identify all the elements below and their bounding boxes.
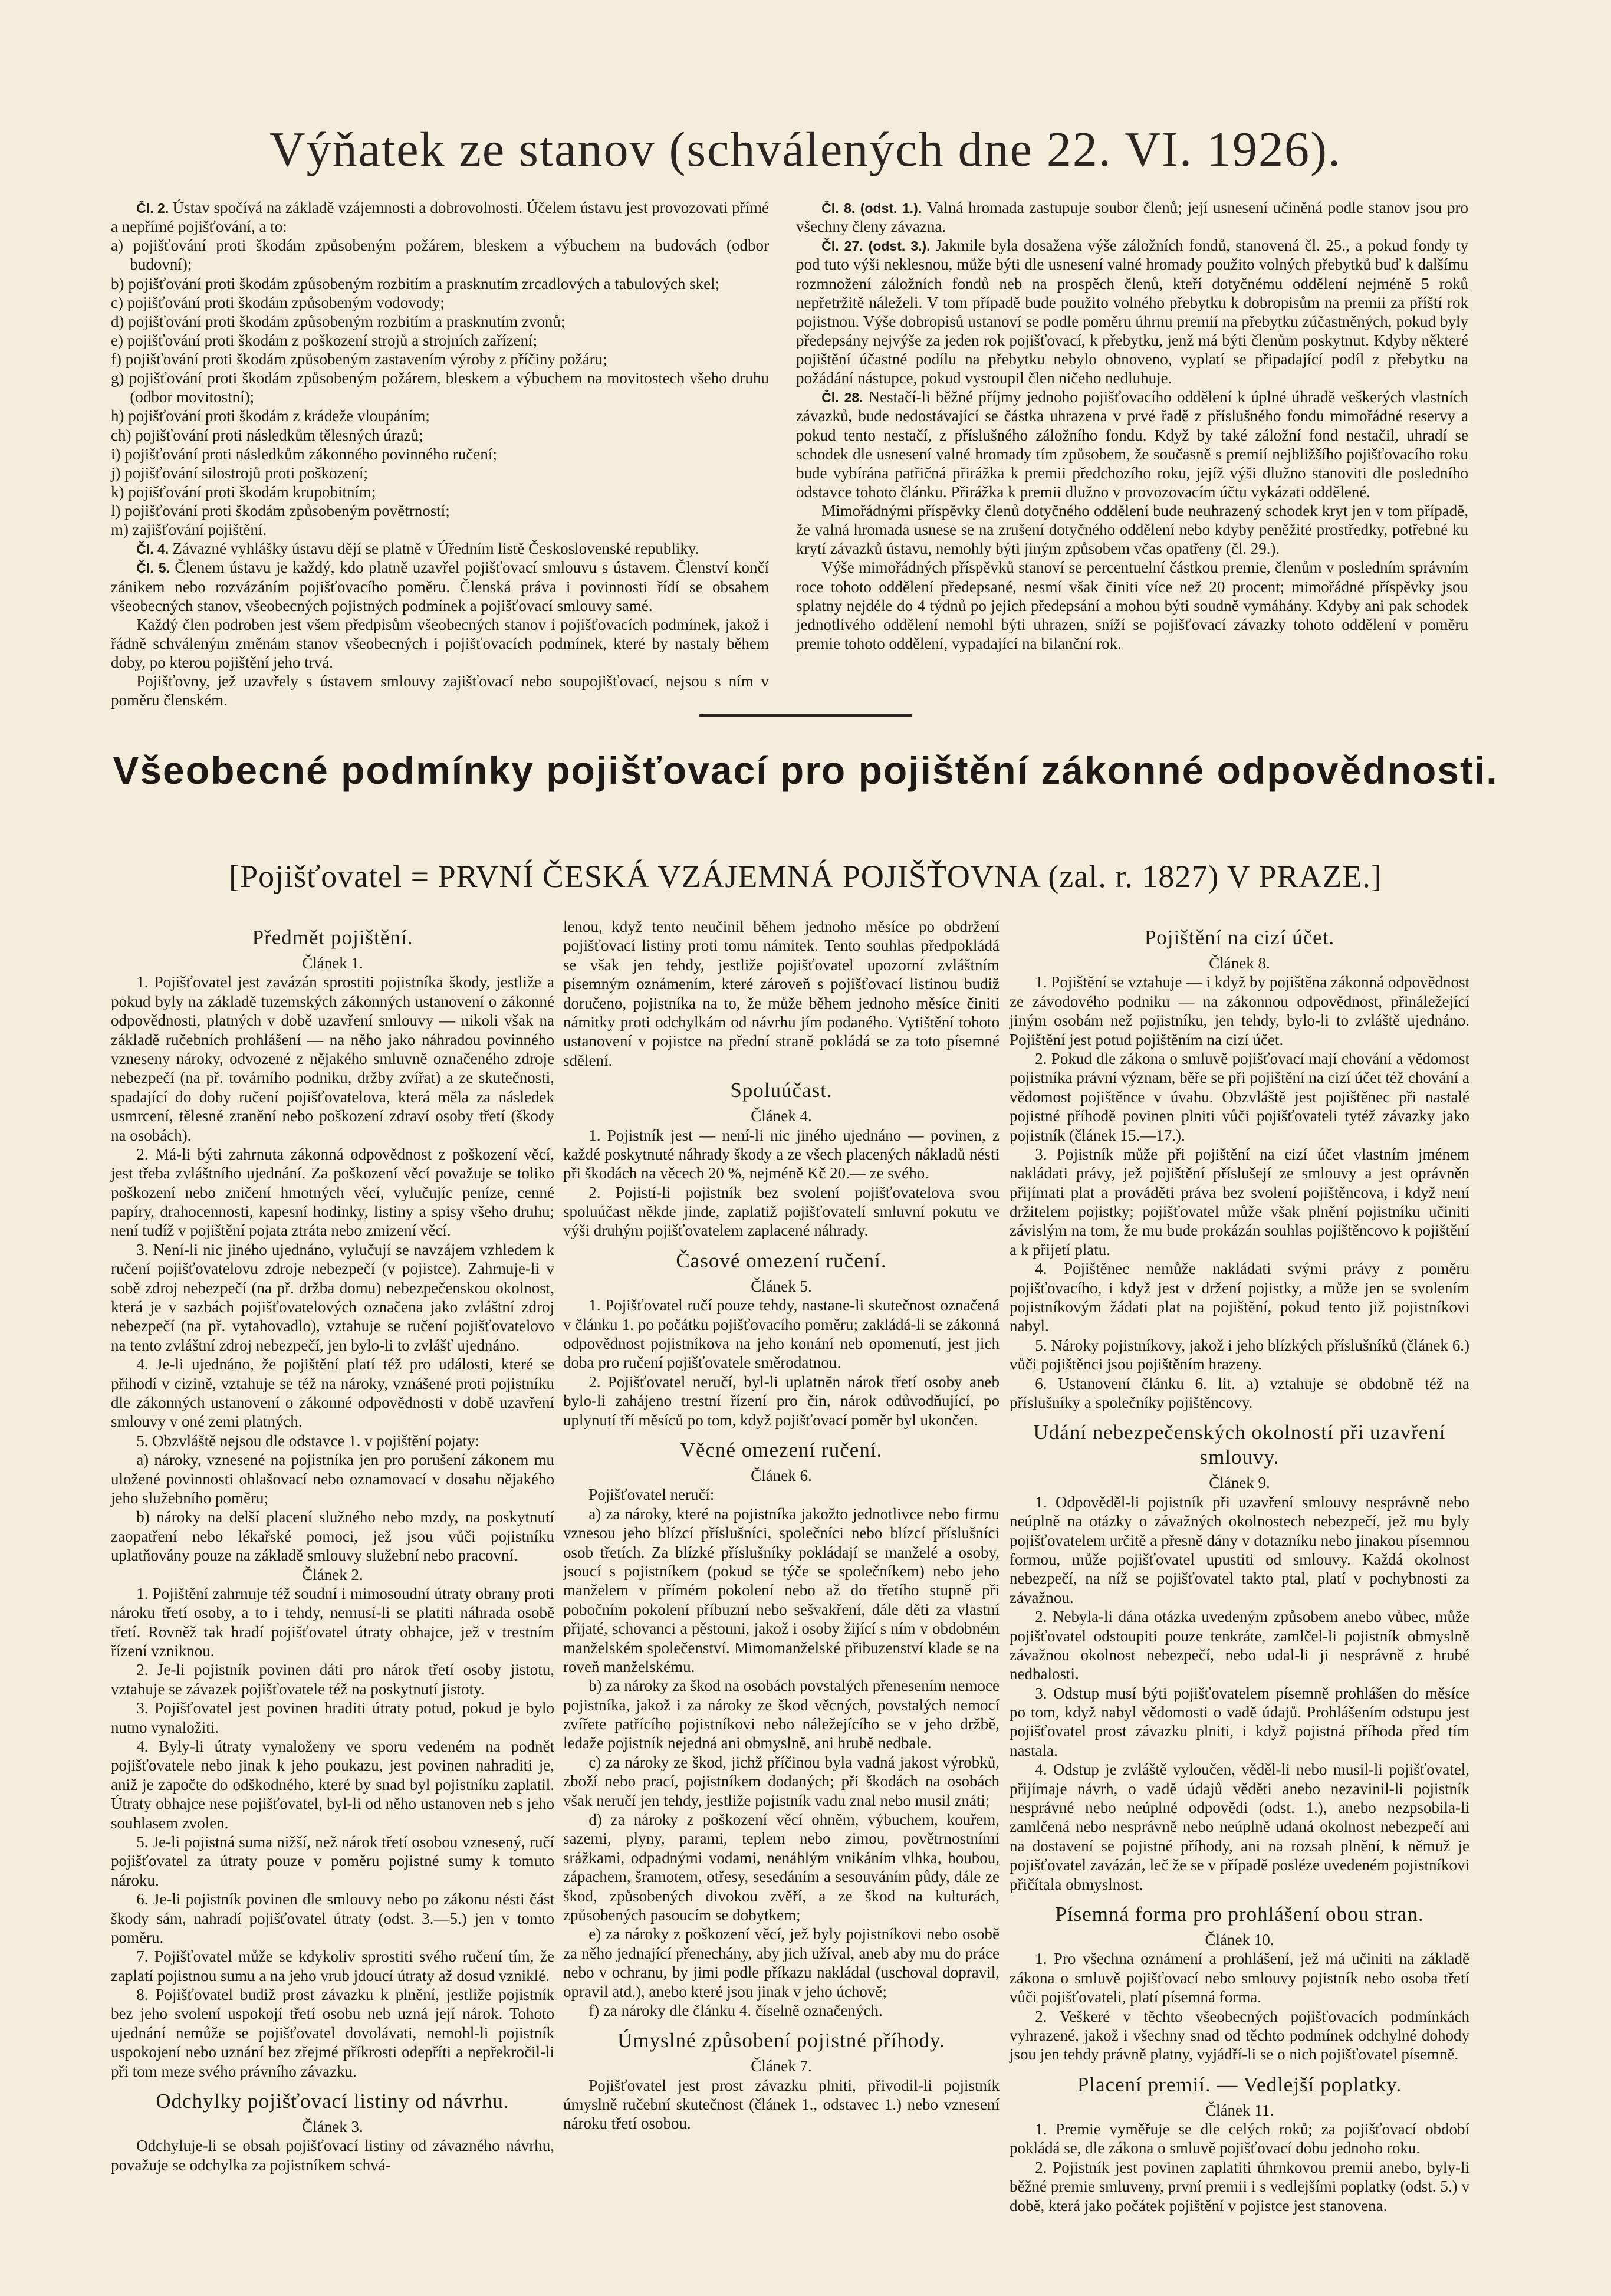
article-number: Čl. 5. (136, 560, 175, 576)
section-heading: Placení premií. — Vedlejší poplatky. (1077, 2072, 1402, 2096)
article-heading: Článek 4. (751, 1107, 812, 1125)
stanovy-paragraph: d) pojišťování proti škodám způsobeným rozbitím a prasknutím zvonů; (111, 312, 566, 330)
stanovy-paragraph: c) pojišťování proti škodám způsobeným vodovody; (111, 293, 445, 311)
stanovy-paragraph: Čl. 28. Nestačí-li běžné příjmy jednoho pojišťovacího oddělení k úplné úhradě veškerých vlastních závazků, bude nedostávající se částka uhrazena v prvé řadě z příslušného fondu mimořádné reservy a pokud tento nestačí, z příslušného záložního fondu. Když by také záložní fond nestačil, uhradí se schodek dle usnesení valné hromady tím způsobem, že současně s premií nejbližšího pojišťovacího roku bude vybírána patřičná přirážka k premii předchozího roku, jejíž výši dlužno stanoviti dle posledního odstavce tohoto článku. Přirážka k premii dlužno v provozovacím účtu vykázati oddělené. (796, 388, 1468, 501)
paragraph: 2. Veškeré v těchto všeobecných pojišťovacích podmínkách vyhrazené, jakož i všechny snad od těchto podmínek odchylné dohody jsou jen tehdy právně platny, vyjádří-li se o nich pojišťovatel písemně. (1010, 2007, 1469, 2064)
paragraph: 3. Odstup musí býti pojišťovatelem písemně prohlášen do měsíce po tom, když nabyl vědomosti o vadě údajů. Prohlášením odstupu jest pojišťovatel prost závazku plniti, i když pojistná příhoda před tím nastala. (1010, 1684, 1469, 1759)
paragraph: 5. Obzvláště nejsou dle odstavce 1. v pojištění pojaty: (136, 1431, 480, 1450)
paragraph: 1. Pojišťovatel jest zavázán sprostiti pojistníka škody, jestliže a pokud byly na základě tuzemských zákonných ustanovení o zákonné odpovědnosti, platných v době uzavření smlouvy — nikoli však na základě ručebních prohlášení — na něho jako náhradou povinného vzneseny nároky, odvozené z nějakého smluvně označeného zdroje nebezpečí (na př. továrního podniku, držby zvířat) a ze skutečnosti, spadající do doby ručení pojišťovatelova, která měla za následek usmrcení, tělesné zranění nebo poškození zdraví osoby třetí (škody na osobách). (111, 973, 554, 1144)
article-heading: Článek 3. (302, 2118, 363, 2136)
paragraph: 8. Pojišťovatel budiž prost závazku k plnění, jestliže pojistník bez jeho svolení uspokojí třetí osobu neb uzná její nárok. Tohoto ujednání nemůže se pojišťovatel dovolávati, nemohl-li pojistník uspokojení nebo uznání bez zřejmé příkrosti odepříti a nepřekročil-li při tom meze svého právního závazku. (111, 1986, 554, 2080)
paragraph: Pojišťovatel jest prost závazku plniti, přivodil-li pojistník úmyslně ručební skutečnost (článek 1., odstavec 1.) nebo vznesení nároku třetí osobou. (563, 2076, 1000, 2133)
article-heading: Článek 2. (302, 1565, 363, 1584)
stanovy-paragraph: f) pojišťování proti škodám způsobeným zastavením výroby z příčiny požáru; (111, 350, 607, 368)
paragraph: 7. Pojišťovatel může se kdykoliv sprostiti svého ručení tím, že zaplatí pojistnou sumu a na jeho vrub jdoucí útraty až dosud vzniklé. (111, 1947, 554, 1985)
stanovy-paragraph: l) pojišťování proti škodám způsobeným povětrností; (111, 502, 450, 520)
conditions-column-1 (111, 917, 554, 2175)
paragraph: 5. Nároky pojistníkovy, jakož i jeho blízkých příslušníků (článek 6.) vůči pojištěnci jsou pojištěním hrazeny. (1010, 1336, 1469, 1374)
section-heading: Úmyslné způsobení pojistné příhody. (617, 2029, 945, 2052)
section-heading: Odchylky pojišťovací listiny od návrhu. (156, 2090, 509, 2113)
paragraph: 1. Pro všechna oznámení a prohlášení, jež má učiniti na základě zákona o smluvě pojišťovací nebo smlouvy pojistník nebo osoba třetí vůči pojišťovateli, platí písemná forma. (1010, 1950, 1469, 2006)
stanovy-left-column (111, 198, 769, 710)
paragraph: 2. Je-li pojistník povinen dáti pro nárok třetí osoby jistotu, vztahuje se závazek pojišťovatele též na poskytnutí jistoty. (111, 1661, 554, 1698)
stanovy-paragraph: h) pojišťování proti škodám z krádeže vloupáním; (111, 407, 430, 425)
stanovy-paragraph: Čl. 5. Členem ústavu je každý, kdo platně uzavřel pojišťovací smlouvu s ústavem. Členství končí zánikem nebo rozvázáním pojišťovacího poměru. Členská práva i povinnosti řídí se obsahem všeobecných stanov, všeobecných pojistných podmínek a pojišťovací smlouvy samé. (111, 559, 769, 615)
paragraph: 4. Pojištěnec nemůže nakládati svými právy z poměru pojišťovacího, i když jest v držení pojistky, a může jen se svolením pojistníkovým žádati plat na pojištění, pokud tento již pojistníkovi nabyl. (1010, 1260, 1469, 1335)
paragraph: d) za nároky z poškození věcí ohněm, výbuchem, kouřem, sazemi, plyny, parami, teplem nebo zimou, povětrnostními srážkami, odpadnými vodami, nenáhlým vnikáním vlhka, houbou, zápachem, šramotem, otřesy, sesedáním a sesouváním půdy, dále ze škod, způsobených divokou zvěří, a ze škod na kulturách, způsobených pasoucím se dobytkem; (563, 1811, 1000, 1924)
paragraph: b) za nároky za škod na osobách povstalých přenesením nemoce pojistníka, jakož i za nároky ze škod věcných, povstalých nemocí zvířete patřícího pojistníkovi nebo náležejícího se v jeho držbě, ledaže pojistník nejedná ani obmyslně, ani hrubě nedbale. (563, 1677, 1000, 1752)
paragraph: 3. Není-li nic jiného ujednáno, vylučují se navzájem vzhledem k ručení pojišťovatelovu zdroje nebezpečí (v pojistce). Zahrnuje-li v sobě zdroj nebezpečí (na př. držba domu) nebezpečenskou okolnost, která je v sazbách pojišťovatelových označena jako zvláštní zdroj nebezpečí (na př. vytahovadlo), vztahuje se ručení pojišťovatelovo na tento zvláštní zdroj nebezpečí, jen bylo-li to zvlášť ujednáno. (111, 1240, 554, 1354)
paragraph: a) nároky, vznesené na pojistníka jen pro porušení zákonem mu uložené povinnosti ohlašovací nebo oznamovací v dosahu nějakého jeho služebního poměru; (111, 1451, 554, 1507)
paragraph: Pojišťovatel neručí: (588, 1486, 715, 1504)
article-heading: Článek 6. (751, 1466, 812, 1484)
stanovy-paragraph: k) pojišťování proti škodám krupobitním; (111, 482, 376, 501)
section-heading: Časové omezení ručení. (676, 1249, 887, 1272)
paragraph: 2. Pojistník jest povinen zaplatiti úhrnkovou premii anebo, byly-li běžné premie smluveny, první premii i s vedlejšími poplatky (odst. 5.) v době, která jako počátek pojištění v pojistce jest stanovena. (1010, 2158, 1469, 2215)
article-number: Čl. 4. (136, 541, 173, 557)
stanovy-paragraph: m) zajišťování pojištění. (111, 521, 267, 539)
stanovy-paragraph: e) pojišťování proti škodám z poškození strojů a strojních zařízení; (111, 331, 538, 349)
article-number: Čl. 2. (136, 201, 173, 216)
paragraph: 3. Pojistník může při pojištění na cizí účet vlastním jménem nakládati právy, jež pojištění příslušejí ze smlouvy a jest oprávněn přijímati plat a prováděti práva bez svolení pojištěncova, i když není držitelem pojistky; pojišťovatel může však plnění pojistníku učiniti závislým na tom, že mu bude prokázán souhlas pojištěncovo k pojištění a k přijetí platu. (1010, 1145, 1469, 1259)
paragraph: 2. Má-li býti zahrnuta zákonná odpovědnost z poškození věcí, jest třeba zvláštního ujednání. Za poškození věcí považuje se toliko poškození nebo zničení hmotných věcí, vylučujíc peníze, cenné papíry, drahocennosti, kapesní hodinky, listiny a spisy všeho druhu; není tudíž v pojištění pojata ztráta nebo zmizení věcí. (111, 1145, 554, 1240)
paragraph: b) nároky na delší placení služného nebo mzdy, na poskytnutí zaopatření nebo lékařské pomoci, jež jsou vůči pojistníku uplatňovány pouze na základě smlouvy služební nebo pracovní. (111, 1508, 554, 1565)
paragraph: 2. Pojišťovatel neručí, byl-li uplatněn nárok třetí osoby aneb bylo-li zahájeno trestní řízení pro čin, nárok odůvodňující, po uplynutí tří měsíců po tom, když pojišťovací poměr byl ukončen. (563, 1372, 1000, 1429)
paragraph: 4. Byly-li útraty vynaloženy ve sporu vedeném na podnět pojišťovatele nebo jinak k jeho poukazu, jest povinen nahraditi je, aniž je započte do odškodného, které by snad byl pojistníku zaplatil. Útraty obhajce nese pojišťovatel, byl-li od něho ustanoven neb s jeho souhlasem zvolen. (111, 1737, 554, 1832)
paragraph: Odchyluje-li se obsah pojišťovací listiny od závazného návrhu, považuje se odchylka za pojistníkem schvá- (111, 2137, 554, 2174)
stanovy-paragraph: Pojišťovny, jež uzavřely s ústavem smlouvy zajišťovací nebo soupojišťovací, nejsou s ním v poměru členském. (111, 672, 769, 710)
conditions-heading: Všeobecné podmínky pojišťovací pro pojištění zákonné odpovědnosti. (113, 748, 1498, 792)
article-heading: Článek 7. (751, 2057, 812, 2075)
paragraph: 2. Pojistí-li pojistník bez svolení pojišťovatelova svou spoluúčast někde jinde, zaplatiž pojišťovatelí smluvní pokutu ve výši druhým pojišťovatelem zaplacené náhrady. (563, 1183, 1000, 1240)
stanovy-paragraph: a) pojišťování proti škodám způsobeným požárem, bleskem a výbuchem na budovách (odbor budovní); (111, 237, 769, 274)
article-heading: Článek 10. (1205, 1930, 1274, 1949)
article-number: Čl. 8. (odst. 1.). (821, 201, 927, 216)
stanovy-paragraph: Čl. 8. (odst. 1.). Valná hromada zastupuje soubor členů; její usnesení učiněná podle stanov jsou pro všechny členy závazna. (796, 199, 1468, 236)
section-heading: Věcné omezení ručení. (680, 1438, 883, 1461)
paragraph: 4. Odstup je zvláště vyloučen, věděl-li nebo musil-li pojišťovatel, přijímaje návrh, o vadě údajů věděti anebo nezavinil-li pojistník nesprávné nebo neúplné odpovědi (odst. 1.), anebo nezpsobila-li zamlčená nebo nesprávně nebo neúplně udaná okolnost nebezpečí ani na dostavení se pojistné příhody, ani na rozsah plnění, k němuž je pojišťovatel zavázán, leč že se v případě posléze uvedeném pojistníkovi přičítala obmyslnost. (1010, 1760, 1469, 1893)
page-title: Výňatek ze stanov (schválených dne 22. VI. 1926). (269, 122, 1342, 177)
paragraph: 1. Premie vyměřuje se dle celých roků; za pojišťovací období pokládá se, dle zákona o smluvě pojišťovací dobu jednoho roku. (1010, 2120, 1469, 2157)
insurer-line: [Pojišťovatel = PRVNÍ ČESKÁ VZÁJEMNÁ POJIŠŤOVNA (zal. r. 1827) V PRAZE.] (229, 859, 1382, 894)
article-heading: Článek 11. (1205, 2101, 1274, 2119)
article-number: Čl. 28. (821, 390, 869, 406)
stanovy-paragraph: j) pojišťování silostrojů proti poškození; (111, 464, 369, 482)
article-heading: Článek 5. (751, 1277, 812, 1295)
paragraph: 3. Pojišťovatel jest povinen hraditi útraty potud, pokud je bylo nutno vynaložiti. (111, 1699, 554, 1736)
paragraph: a) za nároky, které na pojistníka jakožto jednotlivce nebo firmu vznesou jeho blízcí příslušníci, společníci nebo blízcí příslušníci osob třetích. Za blízké příslušníky pokládají se manželé a osoby, jsoucí s pojistníkem (pokud se týče se společníkem) nebo jeho manželem v přímém pokolení nebo až do třetího stupně při pobočním pokolení příbuzní nebo sešvakření, dále děti za vlastní přijaté, schovanci a pěstouni, jakož i osoby žijící s ním v obdobném manželském společenství. Mimomanželské přibuzenství klade se na roveň manželskému. (563, 1505, 1000, 1676)
paragraph: c) za nároky ze škod, jichž příčinou byla vadná jakost výrobků, zboží nebo prací, pojistníkem dodaných; při škodách na osobách však neručí jen tehdy, jestliže pojistník vadu znal nebo musil znáti; (563, 1753, 1000, 1809)
section-heading: Pojištění na cizí účet. (1144, 926, 1335, 949)
article-heading: Článek 8. (1209, 954, 1270, 972)
stanovy-paragraph: Mimořádnými příspěvky členů dotyčného oddělení bude neuhrazený schodek kryt jen v tom případě, že valná hromada usnese se na zrušení dotyčného oddělení nebo kdyby peněžité prostředky, potřebné ku krytí závazků ústavu, nemohly býti jiným způsobem včas opatřeny (čl. 29.). (796, 502, 1468, 558)
stanovy-paragraph: Každý člen podroben jest všem předpisům všeobecných stanov i pojišťovacích podmínek, jakož i řádně schváleným změnám stanov všeobecných i pojišťovacích podmínek, které by nastaly během doby, po kterou pojištění jeho trvá. (111, 615, 769, 671)
paragraph: 5. Je-li pojistná suma nižší, než nárok třetí osobou vznesený, ručí pojišťovatel za útraty pouze v poměru pojistné sumy k tomuto nároku. (111, 1832, 554, 1889)
conditions-column-2 (563, 917, 1000, 2133)
stanovy-paragraph: b) pojišťování proti škodám způsobeným rozbitím a prasknutím zrcadlových a tabulových skel; (111, 274, 720, 293)
section-heading: Udání nebezpečenských okolností při uzavření smlouvy. (1033, 1421, 1446, 1469)
section-divider (699, 714, 912, 717)
paragraph: e) za nároky z poškození věcí, jež byly pojistníkovi nebo osobě za něho jednající přenechány, aby jich užíval, aneb aby mu do práce nebo v ochranu, by jimi podle příkazu nakládal (uschoval dopravil, opravil atd.), anebo které jsou jinak v jeho úchově; (563, 1925, 1000, 2001)
stanovy-paragraph: Čl. 2. Ústav spočívá na základě vzájemnosti a dobrovolnosti. Účelem ústavu jest provozovati přímé a nepřímé pojišťování, a to: (111, 199, 769, 236)
paragraph: 1. Odpověděl-li pojistník při uzavření smlouvy nesprávně nebo neúplně na otázky o závažných okolnostech nebezpečí, jež mu byly pojišťovatelem určitě a přesně dány v dotazníku nebo jinakou písemnou formou, může pojišťovatel upustiti od smlouvy. Každá okolnost nebezpečí, na níž se pojišťovatel takto ptal, platí v pochybnosti za závažnou. (1010, 1493, 1469, 1607)
article-number: Čl. 27. (odst. 3.). (821, 238, 936, 254)
conditions-column-3 (1010, 917, 1469, 2215)
article-heading: Článek 1. (302, 954, 363, 972)
stanovy-paragraph: ch) pojišťování proti následkům tělesných úrazů; (111, 426, 423, 444)
article-heading: Článek 9. (1209, 1474, 1270, 1492)
paragraph: f) za nároky dle článku 4. číselně označených. (588, 2001, 883, 2019)
paragraph: 1. Pojištění zahrnuje též soudní i mimosoudní útraty obrany proti nároku třetí osoby, a to i tehdy, nemusí-li se platiti náhrada osobě třetí. Rovněž tak hradí pojišťovatel útraty obhajce, jež v trestním řízení vzniknou. (111, 1584, 554, 1660)
section-heading: Předmět pojištění. (252, 926, 413, 949)
paragraph: 6. Je-li pojistník povinen dle smlouvy nebo po zákonu nésti část škody sám, nahradí pojišťovatel útraty (odst. 3.—5.) jen v tomto poměru. (111, 1890, 554, 1946)
stanovy-right-column (796, 198, 1468, 653)
paragraph: 6. Ustanovení článku 6. lit. a) vztahuje se obdobně též na příslušníky a společníky pojištěncovy. (1010, 1374, 1469, 1411)
section-heading: Spoluúčast. (730, 1079, 833, 1102)
stanovy-paragraph: Výše mimořádných příspěvků stanoví se percentuelní částkou premie, členům v posledním správním roce tohoto oddělení předepsané, nesmí však činiti více než 20 procent; mimořádné příspěvky jsou splatny nejdéle do 4 týdnů po jejich předepsání a mohou býti soudně vymáhány. Kdyby ani pak schodek jednotlivého oddělení nemohl býti uhrazen, sníží se pojišťovací závazky tohoto oddělení v poměru premie tohoto oddělení, vypadající na bilanční rok. (796, 559, 1468, 652)
paragraph: 2. Nebyla-li dána otázka uvedeným způsobem anebo vůbec, může pojišťovatel odstoupiti pouze tenkráte, zamlčel-li pojistník obmyslně závažnou okolnost nebezpečí, nebo udal-li ji nesprávně z hrubé nedbalosti. (1010, 1608, 1469, 1683)
paragraph: 1. Pojišťovatel ručí pouze tehdy, nastane-li skutečnost označená v článku 1. po počátku pojišťovacího poměru; zakládá-li se zákonná odpovědnost pojistníkova na jeho konání neb opomenutí, jest jich doba pro ručení pojišťovatele směrodatnou. (563, 1296, 1000, 1372)
stanovy-paragraph: g) pojišťování proti škodám způsobeným požárem, bleskem a výbuchem na movitostech všeho druhu (odbor movitostní); (111, 369, 769, 406)
paragraph: 1. Pojištění se vztahuje — i když by pojištěna zákonná odpovědnost ze závodového podniku — na zákonnou odpovědnost, přináležející jiným osobám než pojistníku, jen tehdy, bylo-li to zvláště ujednáno. Pojištění jest potud pojištěním na cizí účet. (1010, 973, 1469, 1049)
paragraph: 4. Je-li ujednáno, že pojištění platí též pro události, které se přihodí v cizině, vztahuje se též na nároky, vznášené proti pojistníku dle zákonných ustanovení o zákonné odpovědnosti v době uzavření smlouvy v oné zemi platných. (111, 1355, 554, 1431)
section-heading: Písemná forma pro prohlášení obou stran. (1055, 1902, 1424, 1926)
stanovy-paragraph: Čl. 27. (odst. 3.). Jakmile byla dosažena výše záložních fondů, stanovená čl. 25., a pokud fondy ty pod tuto výši neklesnou, může býti dle usnesení valné hromady použito volných přebytků buď k dalšímu rozmnožení záložních fondů neb na prospěch členů, kteří dotyčnému oddělení nejméně 5 roků nepřetržitě náleželi. V tom případě bude použito volného přebytku k dobropisům na premii za příští rok pojistnou. Výše dobropisů ustanoví se podle poměru úhrnu premií na přebytku zúčastněných, pokud byly předepsány nejvýše za jeden rok pojišťovací, k přebytku, jenž má býti členům poskytnut. Kdyby některé pojištění účastné podílu na přebytku nebylo obnoveno, vyplatí se připadající podíl z přebytku na požádání nástupce, pokud vystoupil člen ničeho nedluhuje. (796, 237, 1468, 387)
stanovy-paragraph: i) pojišťování proti následkům zákonného povinného ručení; (111, 445, 497, 463)
paragraph: lenou, když tento neučinil během jednoho měsíce po obdržení pojišťovací listiny proti tomu námitek. Tento souhlas předpokládá se však jen tehdy, jestliže pojišťovatel upozorní zvláštním písemným oznámením, které zároveň s pojišťovací listinou budiž doručeno, pojistníka na to, že může během jednoho měsíce činiti námitky proti odchylkám od návrhu jím podaného. Vytištění tohoto ustanovení v pojistce na přední straně pokládá se za toto písemné sdělení. (563, 918, 1000, 1069)
paragraph: 2. Pokud dle zákona o smluvě pojišťovací mají chování a vědomost pojistníka právní význam, běře se při pojištění na cizí účet též chování a vědomost pojištěnce v úvahu. Obzvláště jest pojištěnec při nastalé pojistné příhodě povinen plniti vůči pojišťovateli tytéž závazky jako pojistník (článek 15.—17.). (1010, 1049, 1469, 1144)
stanovy-paragraph: Čl. 4. Závazné vyhlášky ústavu dějí se platně v Úředním listě Československé republiky. (136, 540, 699, 558)
paragraph: 1. Pojistník jest — není-li nic jiného ujednáno — povinen, z každé poskytnuté náhrady škody a ze všech placených nákladů nésti při škodách na věcech 20 %, nejméně Kč 20.— ze svého. (563, 1126, 1000, 1183)
